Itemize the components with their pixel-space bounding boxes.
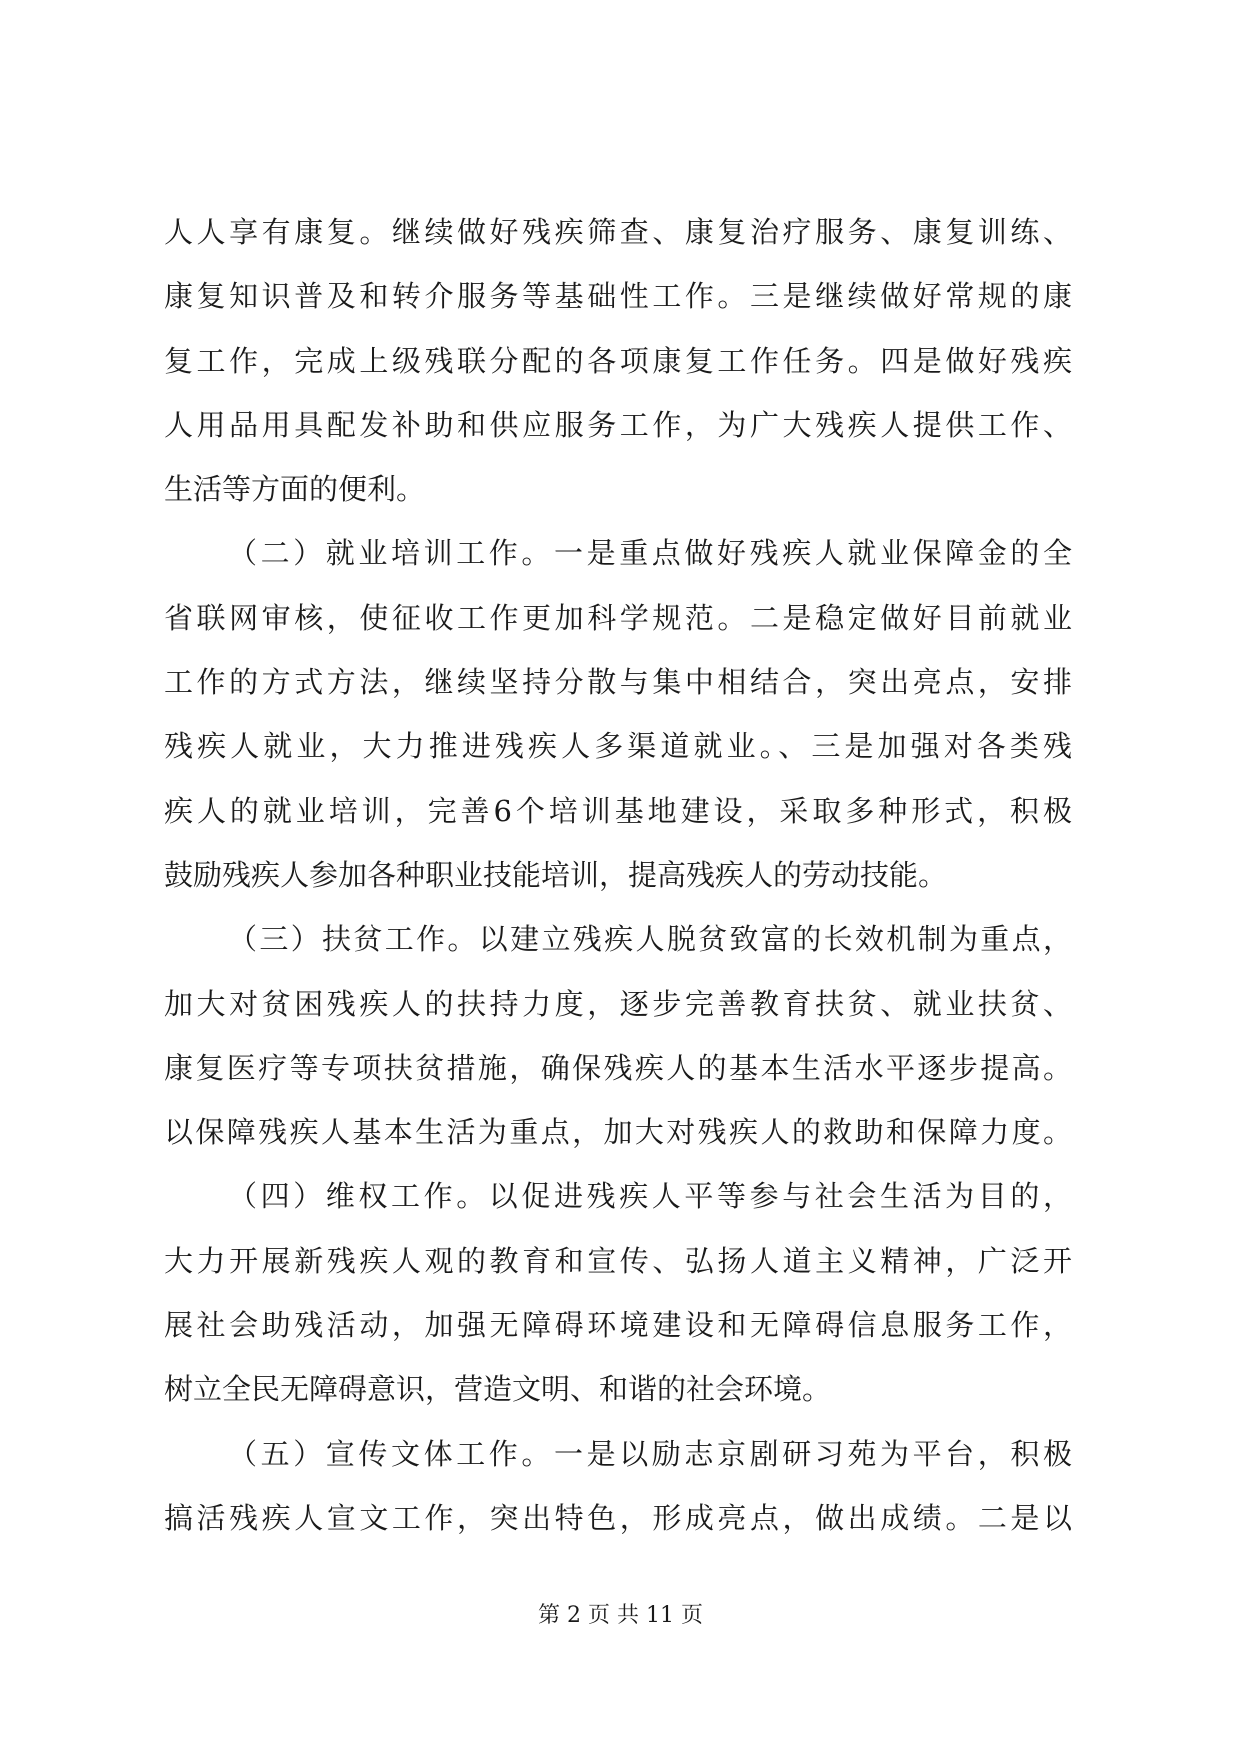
text-line: 以保障残疾人基本生活为重点，加大对残疾人的救助和保障力度。 [164, 1115, 1072, 1150]
text-line: 树立全民无障碍意识，营造文明、和谐的社会环境。 [164, 1372, 832, 1407]
text-line: 工作的方式方法，继续坚持分散与集中相结合，突出亮点，安排 [164, 665, 1072, 700]
body-text [164, 200, 1072, 1550]
text-line: 康复医疗等专项扶贫措施，确保残疾人的基本生活水平逐步提高。 [164, 1050, 1072, 1085]
text-line: 大力开展新残疾人观的教育和宣传、弘扬人道主义精神，广泛开 [164, 1243, 1072, 1278]
text-line: 省联网审核，使征收工作更加科学规范。二是稳定做好目前就业 [164, 600, 1072, 635]
text-line: 鼓励残疾人参加各种职业技能培训，提高残疾人的劳动技能。 [164, 857, 948, 892]
paragraph-start-line: （二）就业培训工作。一是重点做好残疾人就业保障金的全 [228, 536, 1072, 571]
text-line: 加大对贫困残疾人的扶持力度，逐步完善教育扶贫、就业扶贫、 [164, 986, 1072, 1021]
text-line: 康复知识普及和转介服务等基础性工作。三是继续做好常规的康 [164, 279, 1072, 314]
text-line: 人人享有康复。继续做好残疾筛查、康复治疗服务、康复训练、 [164, 215, 1072, 249]
text-line: 展社会助残活动，加强无障碍环境建设和无障碍信息服务工作， [164, 1308, 1072, 1343]
text-line: 生活等方面的便利。 [164, 472, 426, 507]
paragraph-start-line: （四）维权工作。以促进残疾人平等参与社会生活为目的， [228, 1179, 1072, 1214]
page-number-footer: 第 2 页 共 11 页 [538, 1603, 703, 1628]
text-line: 疾人的就业培训，完善6个培训基地建设，采取多种形式，积极 [164, 793, 1072, 828]
text-line: 复工作，完成上级残联分配的各项康复工作任务。四是做好残疾 [164, 343, 1072, 378]
text-line: 搞活残疾人宣文工作，突出特色，形成亮点，做出成绩。二是以 [164, 1500, 1072, 1535]
paragraph-start-line: （五）宣传文体工作。一是以励志京剧研习苑为平台，积极 [228, 1436, 1072, 1471]
text-line: 人用品用具配发补助和供应服务工作，为广大残疾人提供工作、 [164, 407, 1072, 442]
text-line: 残疾人就业，大力推进残疾人多渠道就业。、三是加强对各类残 [164, 729, 1072, 764]
paragraph-start-line: （三）扶贫工作。以建立残疾人脱贫致富的长效机制为重点， [228, 922, 1072, 957]
